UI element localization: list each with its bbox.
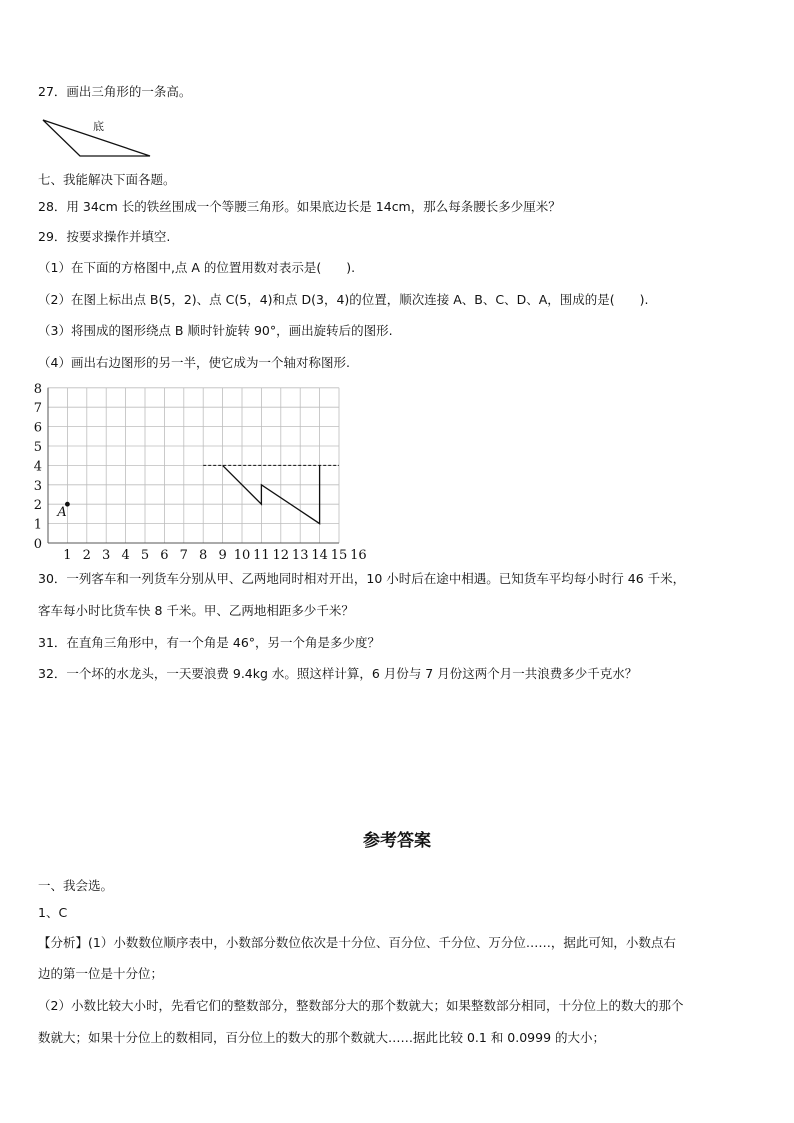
y-tick-label: 0	[33, 537, 42, 552]
q32-text: 32．一个坏的水龙头，一天要浪费 9.4kg 水。照这样计算，6 月份与 7 月份这两个月一共浪费多少千克水？	[38, 666, 638, 681]
x-tick-label: 14	[311, 548, 328, 562]
answer-title: 参考答案	[363, 831, 431, 851]
q29-sub4: （4）画出右边图形的另一半，使它成为一个轴对称图形.	[38, 355, 350, 370]
x-tick-label: 15	[330, 548, 348, 562]
x-tick-label: 11	[253, 548, 270, 562]
x-tick-label: 2	[82, 548, 91, 562]
y-tick-label: 6	[33, 420, 42, 436]
base-label: 底	[93, 120, 104, 133]
x-tick-label: 9	[218, 548, 227, 562]
x-tick-label: 12	[272, 548, 290, 562]
x-tick-label: 4	[121, 548, 130, 562]
q31-text: 31．在直角三角形中，有一个角是 46°，另一个角是多少度？	[38, 635, 381, 650]
q29-sub3: （3）将围成的图形绕点 B 顺时针旋转 90°，画出旋转后的图形.	[38, 323, 393, 338]
y-tick-label: 8	[33, 381, 42, 397]
x-tick-label: 5	[140, 548, 150, 562]
q27-text: 27．画出三角形的一条高。	[38, 84, 192, 99]
y-tick-label: 1	[33, 517, 42, 533]
section1-heading: 一、我会选。	[38, 878, 114, 893]
section7-heading: 七、我能解决下面各题。	[38, 172, 176, 187]
y-tick-label: 3	[33, 478, 42, 494]
analysis-line3: （2）小数比较大小时，先看它们的整数部分，整数部分大的那个数就大；如果整数部分相同，十分位上的数大的那个	[38, 998, 684, 1013]
y-tick-label: 2	[33, 498, 42, 514]
half-figure	[223, 465, 320, 523]
q30-line2: 客车每小时比货车快 8 千米。甲、乙两地相距多少千米？	[38, 603, 354, 618]
y-tick-label: 5	[33, 440, 42, 455]
x-tick-label: 3	[102, 548, 111, 562]
q28-text: 28．用 34cm 长的铁丝围成一个等腰三角形。如果底边长是 14cm，那么每条腰长多少厘米？	[38, 199, 561, 214]
x-tick-label: 13	[291, 548, 309, 562]
y-tick-label: 4	[33, 459, 42, 475]
q29-sub2: （2）在图上标出点 B(5，2)、点 C(5，4)和点 D(3，4)的位置，顺次连接 A、B、C、D、A，围成的是( ).	[38, 292, 649, 307]
y-tick-label: 7	[33, 401, 42, 417]
q29-sub1: （1）在下面的方格图中,点 A 的位置用数对表示是( ).	[38, 260, 356, 275]
analysis-line1: 【分析】(1）小数数位顺序表中，小数部分数位依次是十分位、百分位、千分位、万分位……，据此可知，小数点右	[38, 935, 676, 950]
point-a-label: A	[57, 505, 67, 521]
q30-line1: 30．一列客车和一列货车分别从甲、乙两地同时相对开出，10 小时后在途中相遇。已知货车平均每小时行 46 千米，	[38, 571, 686, 586]
q27-triangle-figure	[38, 112, 158, 162]
x-tick-label: 8	[199, 548, 208, 562]
coordinate-grid	[30, 380, 370, 562]
x-tick-label: 10	[233, 548, 251, 562]
answer-1: 1、C	[38, 905, 68, 920]
q29-text: 29．按要求操作并填空.	[38, 229, 171, 244]
analysis-line4: 数就大；如果十分位上的数相同，百分位上的数大的那个数就大……据此比较 0.1 和 0.0999 的大小；	[38, 1030, 606, 1045]
x-tick-label: 1	[63, 548, 72, 562]
x-tick-label: 7	[179, 548, 188, 562]
x-tick-label: 16	[350, 548, 367, 562]
x-tick-label: 6	[160, 548, 169, 562]
analysis-line2: 边的第一位是十分位；	[38, 966, 164, 981]
